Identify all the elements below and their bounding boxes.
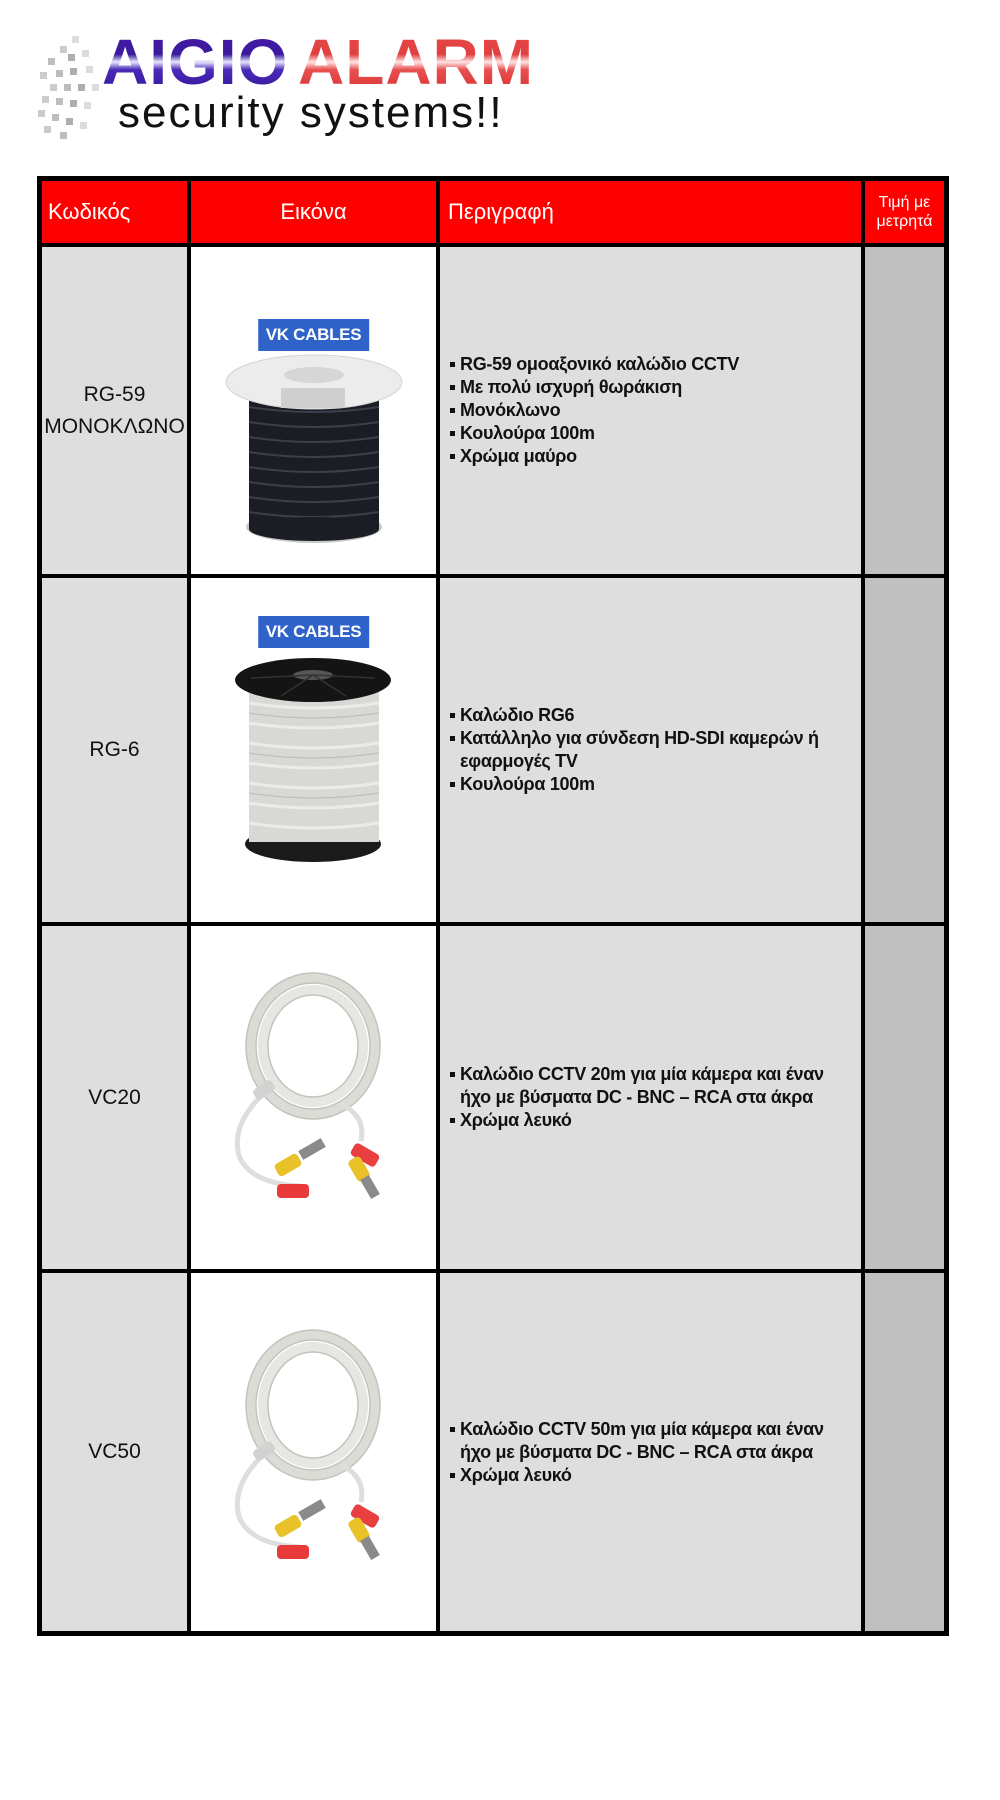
- product-price: [865, 578, 944, 922]
- logo-dot: [50, 84, 57, 91]
- logo-dot: [66, 118, 73, 125]
- logo-dot: [56, 70, 63, 77]
- logo-dot: [86, 66, 93, 73]
- product-price: [865, 926, 944, 1269]
- description-list: [448, 1063, 855, 1132]
- cctv-cable-coil-icon: [191, 1273, 436, 1631]
- logo-dot: [80, 122, 87, 129]
- description-bullet: Κουλούρα 100m: [448, 422, 739, 445]
- product-code-line1: VC50: [88, 1440, 141, 1463]
- header-image: Εικόνα: [191, 181, 436, 243]
- product-code: [42, 578, 187, 922]
- table-row: [42, 926, 944, 1269]
- product-code-line1: RG-59: [83, 382, 146, 406]
- logo-brand-part1: AIGIO: [102, 26, 289, 98]
- brand-badge: VK CABLES: [258, 319, 370, 351]
- product-image: [191, 926, 436, 1269]
- product-code-line1: RG-6: [89, 738, 140, 761]
- description-list: [448, 704, 855, 796]
- product-table: [37, 176, 949, 1636]
- logo-dot: [60, 132, 67, 139]
- logo-dot: [70, 68, 77, 75]
- black-coax-cable-spool-icon: [191, 247, 436, 574]
- logo-dots-icon: [20, 28, 110, 138]
- logo-dot: [52, 114, 59, 121]
- description-list: [448, 353, 739, 468]
- description-bullet: Καλώδιο CCTV 50m για μία κάμερα και έναν ήχο με βύσματα DC - BNC – RCA στα άκρα: [448, 1418, 855, 1464]
- logo-dot: [78, 84, 85, 91]
- product-description: [440, 926, 861, 1269]
- description-bullet: Κουλούρα 100m: [448, 773, 855, 796]
- logo-dot: [72, 36, 79, 43]
- product-code-line1: VC20: [88, 1085, 141, 1109]
- product-image: [191, 247, 436, 574]
- logo-dot: [70, 100, 77, 107]
- description-bullet: Καλώδιο CCTV 20m για μία κάμερα και έναν ήχο με βύσματα DC - BNC – RCA στα άκρα: [448, 1063, 855, 1109]
- product-price: [865, 247, 944, 574]
- logo-dot: [92, 84, 99, 91]
- description-bullet: Χρώμα μαύρο: [448, 445, 739, 468]
- table-row: [42, 1273, 944, 1631]
- header-description: Περιγραφή: [440, 181, 861, 243]
- description-bullet: Καλώδιο RG6: [448, 704, 855, 727]
- cctv-cable-coil-icon: [191, 926, 436, 1269]
- header-price: [865, 181, 944, 243]
- logo-dot: [48, 58, 55, 65]
- logo-dot: [44, 126, 51, 133]
- description-bullet: Χρώμα λευκό: [448, 1109, 855, 1132]
- header-code: Κωδικός: [42, 181, 187, 243]
- product-image: [191, 1273, 436, 1631]
- product-code-line2: ΜΟΝΟΚΛΩΝΟ: [44, 414, 185, 438]
- logo-dot: [64, 84, 71, 91]
- description-bullet: Με πολύ ισχυρή θωράκιση: [448, 376, 739, 399]
- description-list: [448, 1418, 855, 1487]
- table-header: [42, 181, 944, 243]
- company-logo: [20, 20, 560, 140]
- header-price-line1: Τιμή με: [878, 194, 931, 211]
- description-bullet: Κατάλληλο για σύνδεση HD-SDI καμερών ή εφαρμογές TV: [448, 727, 855, 773]
- logo-brand-part2: ALARM: [298, 26, 535, 98]
- table-row: [42, 578, 944, 922]
- description-bullet: Μονόκλωνο: [448, 399, 739, 422]
- product-image: [191, 578, 436, 922]
- description-bullet: RG-59 ομοαξονικό καλώδιο CCTV: [448, 353, 739, 376]
- logo-dot: [40, 72, 47, 79]
- logo-dot: [68, 54, 75, 61]
- brand-badge: VK CABLES: [258, 616, 370, 648]
- product-code: [42, 926, 187, 1269]
- product-price: [865, 1273, 944, 1631]
- logo-dot: [60, 46, 67, 53]
- product-code: [42, 1273, 187, 1631]
- product-code: [42, 247, 187, 574]
- logo-dot: [56, 98, 63, 105]
- product-description: [440, 1273, 861, 1631]
- logo-dot: [82, 50, 89, 57]
- table-row: [42, 247, 944, 574]
- white-cable-spool-icon: [191, 578, 436, 922]
- product-description: [440, 247, 861, 574]
- logo-tagline: security systems!!: [118, 88, 504, 137]
- logo-dot: [84, 102, 91, 109]
- header-price-line2: μετρητά: [876, 213, 933, 230]
- description-bullet: Χρώμα λευκό: [448, 1464, 855, 1487]
- logo-dot: [42, 96, 49, 103]
- logo-dot: [38, 110, 45, 117]
- product-description: [440, 578, 861, 922]
